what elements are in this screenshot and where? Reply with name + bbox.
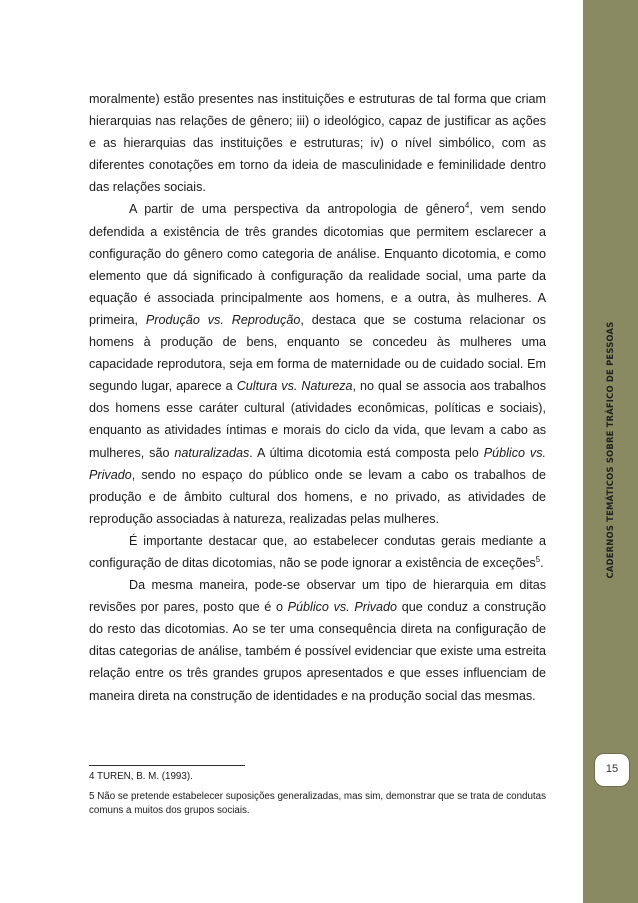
paragraph-3-text-b: . [540,555,544,570]
paragraph-4-text-a: Da mesma maneira, pode-se observar um tipo de hierarquia em ditas revisões por pares, posto que é o [89,578,546,615]
paragraph-2-text-a: A partir de uma perspectiva da antropologia de gênero [129,202,465,217]
footnote-divider [89,765,245,766]
paragraph-2-text-e: . A última dicotomia está composta pelo [249,445,484,460]
footnote-ref-4: 4 [464,201,470,211]
paragraph-2-text-b: , vem sendo defendida a existência de três grandes dicotomias que permitem esclarecer a configuração do gênero como categoria de análise. Enquanto dicotomia, e como elemento que dá significado à configuração da realidade social, uma parte da equação é associada principalmente aos homens, e a outra, às mulheres. A primeira, [89,202,546,327]
paragraph-2 [89,198,546,529]
paragraph-3 [89,530,546,574]
emphasis-producao-reproducao: Produção vs. Reprodução [145,312,301,327]
paragraph-2-text-f: , sendo no espaço do público onde se levam a cabo os trabalhos de produção e de âmbito cultural dos homens, e no privado, as atividades de reprodução associadas à natureza, realizadas pelas mulheres. [89,467,546,526]
series-title-text: CADERNOS TEMÁTICOS SOBRE TRÁFICO DE PESSOAS [605,321,615,579]
emphasis-publico-privado: Público vs. Privado [89,445,546,482]
footnote-number: 5 [89,791,95,802]
footnote-text: Não se pretende estabelecer suposições generalizadas, mas sim, demonstrar que se trata de condutas comuns a muitos dos grupos sociais. [89,791,546,816]
body-text [89,88,546,707]
paragraph-1: moralmente) estão presentes nas instituições e estruturas de tal forma que criam hierarquias nas relações de gênero; iii) o ideológico, capaz de justificar as ações e as hierarquias das instituições e estruturas; iv) o nível simbólico, com as diferentes conotações em torno da ideia de masculinidade e feminilidade dentro das relações sociais. [89,92,546,195]
paragraph-3-text-a: É importante destacar que, ao estabelecer condutas gerais mediante a configuração de ditas dicotomias, não se pode ignorar a existência de exceções [89,533,546,570]
paragraph-4 [89,574,546,707]
footnote-number: 4 [89,771,95,782]
emphasis-cultura-natureza: Cultura vs. Natureza [236,379,353,394]
paragraph-2-text-c: , destaca que se costuma relacionar os homens à produção de bens, enquanto se concedeu às mulheres uma capacidade reprodutora, seja em forma de maternidade ou de cuidado social. Em segundo lugar, aparece a [89,312,546,394]
footnote-text: TUREN, B. M. (1993). [97,771,193,782]
footnote-4 [89,770,546,784]
footnotes [89,770,546,824]
paragraph-4-text-b: que conduz a construção do resto das dicotomias. Ao se ter uma consequência direta na configuração de ditas categorias de análise, também é possível evidenciar que existe uma estreita relação entre os três grandes grupos apresentados e que esses influenciam de maneira direta na construção de identidades e na produção social das mesmas. [89,600,546,703]
footnote-5 [89,790,546,818]
footnote-ref-5: 5 [535,554,541,564]
page-number: 15 [594,753,630,787]
emphasis-naturalizadas: naturalizadas [174,445,250,460]
emphasis-publico-privado-2: Público vs. Privado [287,600,398,615]
paragraph-2-text-d: , no qual se associa aos trabalhos dos homens esse caráter cultural (atividades econômicas, políticas e sociais), enquanto as atividades íntimas e morais do ciclo da vida, que levam a cabo as mulheres, são [89,379,546,460]
